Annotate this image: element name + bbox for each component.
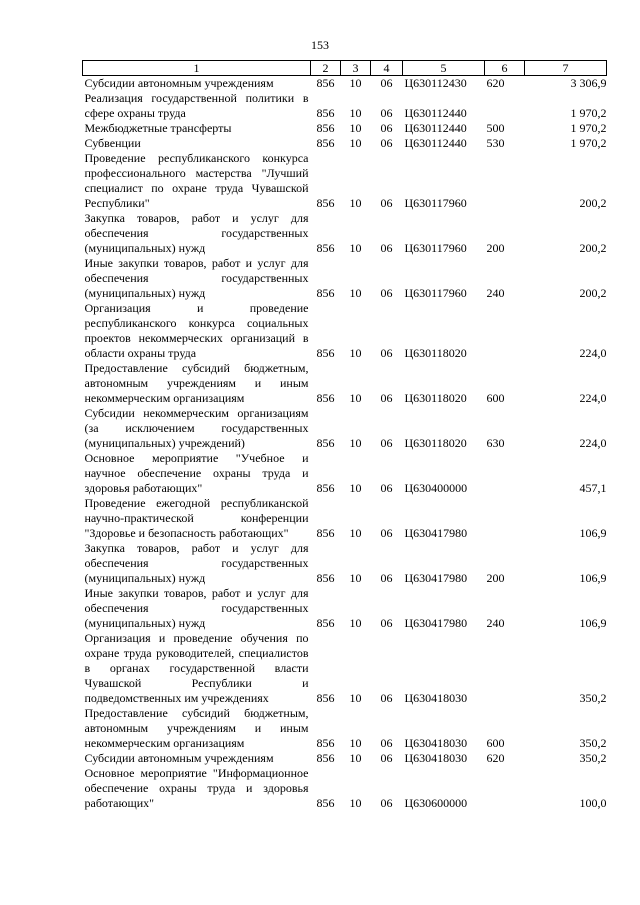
column-header-4: 4 <box>371 61 403 76</box>
row-target-code: Ц630112440 <box>404 106 467 120</box>
row-subsection: 06 <box>380 136 393 150</box>
row-target-code: Ц630417980 <box>404 616 468 630</box>
row-expense-type: 240 <box>486 286 505 300</box>
row-target-code: Ц630112440 <box>404 136 467 150</box>
row-section: 10 <box>349 436 362 450</box>
row-subsection: 06 <box>380 121 393 135</box>
row-expense-type <box>485 631 525 706</box>
table-row <box>83 406 607 451</box>
row-amount: 224,0 <box>579 346 607 360</box>
header-row <box>83 61 607 76</box>
row-subsection: 06 <box>380 241 393 255</box>
row-expense-type: 530 <box>486 136 505 150</box>
row-expense-type <box>485 301 525 361</box>
row-name: Проведение республиканского конкурса профессионального мастерства "Лучший специалист по охране труда Чувашской Республики" <box>84 151 309 210</box>
row-ministry-code: 856 <box>316 241 335 255</box>
row-section: 10 <box>349 481 362 495</box>
row-name: Закупка товаров, работ и услуг для обеспечения государственных (муниципальных) нужд <box>84 541 309 585</box>
row-target-code: Ц630112440 <box>404 121 467 135</box>
row-target-code: Ц630117960 <box>404 286 467 300</box>
row-section: 10 <box>349 121 362 135</box>
row-name: Организация и проведение республиканского конкурса социальных проектов некоммерческих организаций в области охраны труда <box>84 301 309 360</box>
row-section: 10 <box>349 136 362 150</box>
row-expense-type <box>485 91 525 121</box>
row-amount: 224,0 <box>579 436 607 450</box>
row-expense-type: 200 <box>486 241 505 255</box>
row-expense-type <box>485 496 525 541</box>
row-ministry-code: 856 <box>316 121 335 135</box>
row-target-code: Ц630117960 <box>404 196 467 210</box>
row-ministry-code: 856 <box>316 436 335 450</box>
row-ministry-code: 856 <box>316 796 335 810</box>
row-section: 10 <box>349 796 362 810</box>
row-target-code: Ц630417980 <box>404 571 468 585</box>
table-row <box>83 451 607 496</box>
row-name: Субсидии автономным учреждениям <box>84 76 274 90</box>
row-name: Основное мероприятие "Учебное и научное обеспечение охраны труда и здоровья работающих" <box>84 451 309 495</box>
row-expense-type: 600 <box>486 736 505 750</box>
row-ministry-code: 856 <box>316 391 335 405</box>
row-ministry-code: 856 <box>316 286 335 300</box>
table-row <box>83 136 607 151</box>
row-target-code: Ц630418030 <box>404 751 468 765</box>
row-section: 10 <box>349 751 362 765</box>
row-name: Предоставление субсидий бюджетным, автономным учреждениям и иным некоммерческим организациям <box>84 706 309 750</box>
budget-table <box>82 60 607 811</box>
row-subsection: 06 <box>380 571 393 585</box>
row-amount: 350,2 <box>579 751 607 765</box>
column-header-5: 5 <box>403 61 485 76</box>
table-row <box>83 541 607 586</box>
row-ministry-code: 856 <box>316 106 335 120</box>
row-ministry-code: 856 <box>316 751 335 765</box>
row-expense-type: 620 <box>486 751 505 765</box>
row-amount: 200,2 <box>579 241 607 255</box>
row-subsection: 06 <box>380 526 393 540</box>
row-subsection: 06 <box>380 196 393 210</box>
row-name: Предоставление субсидий бюджетным, автономным учреждениям и иным некоммерческим организациям <box>84 361 309 405</box>
row-target-code: Ц630118020 <box>404 346 467 360</box>
row-ministry-code: 856 <box>316 526 335 540</box>
row-amount: 1 970,2 <box>570 106 607 120</box>
page-number: 153 <box>311 38 329 52</box>
row-target-code: Ц630118020 <box>404 391 467 405</box>
row-section: 10 <box>349 106 362 120</box>
row-name: Иные закупки товаров, работ и услуг для обеспечения государственных (муниципальных) нужд <box>84 256 309 300</box>
row-expense-type: 630 <box>486 436 505 450</box>
row-target-code: Ц630112430 <box>404 76 467 90</box>
table-row <box>83 121 607 136</box>
table-row <box>83 301 607 361</box>
row-name: Иные закупки товаров, работ и услуг для обеспечения государственных (муниципальных) нужд <box>84 586 309 630</box>
row-section: 10 <box>349 736 362 750</box>
row-target-code: Ц630600000 <box>404 796 468 810</box>
row-amount: 200,2 <box>579 196 607 210</box>
row-section: 10 <box>349 76 362 90</box>
row-amount: 350,2 <box>579 736 607 750</box>
table-row <box>83 91 607 121</box>
row-amount: 224,0 <box>579 391 607 405</box>
row-subsection: 06 <box>380 76 393 90</box>
row-amount: 350,2 <box>579 691 607 705</box>
row-section: 10 <box>349 691 362 705</box>
table-row <box>83 211 607 256</box>
row-ministry-code: 856 <box>316 571 335 585</box>
row-expense-type: 620 <box>486 76 505 90</box>
column-header-3: 3 <box>341 61 371 76</box>
row-expense-type <box>485 151 525 211</box>
row-ministry-code: 856 <box>316 616 335 630</box>
row-section: 10 <box>349 571 362 585</box>
column-header-2: 2 <box>311 61 341 76</box>
row-subsection: 06 <box>380 796 393 810</box>
row-amount: 457,1 <box>579 481 607 495</box>
row-expense-type: 200 <box>486 571 505 585</box>
row-expense-type <box>485 451 525 496</box>
row-name: Организация и проведение обучения по охране труда руководителей, специалистов в органах государственной власти Чувашской Республики и подведомственных им учреждениях <box>84 631 309 705</box>
row-section: 10 <box>349 241 362 255</box>
row-subsection: 06 <box>380 616 393 630</box>
row-ministry-code: 856 <box>316 691 335 705</box>
table-row <box>83 706 607 751</box>
row-expense-type: 500 <box>486 121 505 135</box>
row-target-code: Ц630418030 <box>404 736 468 750</box>
row-target-code: Ц630417980 <box>404 526 468 540</box>
row-name: Реализация государственной политики в сфере охраны труда <box>84 91 309 120</box>
row-amount: 1 970,2 <box>570 136 607 150</box>
row-name: Межбюджетные трансферты <box>84 121 232 135</box>
row-target-code: Ц630400000 <box>404 481 468 495</box>
table-row <box>83 631 607 706</box>
row-amount: 200,2 <box>579 286 607 300</box>
row-ministry-code: 856 <box>316 736 335 750</box>
row-section: 10 <box>349 526 362 540</box>
row-subsection: 06 <box>380 691 393 705</box>
row-expense-type <box>485 766 525 811</box>
row-name: Субвенции <box>84 136 141 150</box>
row-amount: 1 970,2 <box>570 121 607 135</box>
column-header-1: 1 <box>83 61 311 76</box>
row-subsection: 06 <box>380 481 393 495</box>
row-name: Проведение ежегодной республиканской научно-практической конференции "Здоровье и безопасность работающих" <box>84 496 309 540</box>
row-expense-type: 240 <box>486 616 505 630</box>
row-ministry-code: 856 <box>316 76 335 90</box>
table-row <box>83 496 607 541</box>
row-target-code: Ц630118020 <box>404 436 467 450</box>
row-section: 10 <box>349 346 362 360</box>
row-name: Основное мероприятие "Информационное обеспечение охраны труда и здоровья работающих" <box>84 766 309 810</box>
table-row <box>83 586 607 631</box>
row-subsection: 06 <box>380 391 393 405</box>
row-amount: 3 306,9 <box>570 76 607 90</box>
row-name: Субсидии автономным учреждениям <box>84 751 274 765</box>
row-ministry-code: 856 <box>316 136 335 150</box>
table-row <box>83 361 607 406</box>
table-header <box>83 61 607 76</box>
row-subsection: 06 <box>380 436 393 450</box>
row-section: 10 <box>349 196 362 210</box>
row-name: Субсидии некоммерческим организациям (за исключением государственных (муниципальных) учреждений) <box>84 406 309 450</box>
row-subsection: 06 <box>380 736 393 750</box>
row-target-code: Ц630418030 <box>404 691 468 705</box>
table-body <box>83 76 607 812</box>
table-row <box>83 256 607 301</box>
row-amount: 106,9 <box>579 571 607 585</box>
row-expense-type: 600 <box>486 391 505 405</box>
row-target-code: Ц630117960 <box>404 241 467 255</box>
row-subsection: 06 <box>380 346 393 360</box>
row-name: Закупка товаров, работ и услуг для обеспечения государственных (муниципальных) нужд <box>84 211 309 255</box>
row-amount: 106,9 <box>579 526 607 540</box>
row-section: 10 <box>349 286 362 300</box>
table-row <box>83 766 607 811</box>
row-subsection: 06 <box>380 286 393 300</box>
row-subsection: 06 <box>380 106 393 120</box>
row-ministry-code: 856 <box>316 196 335 210</box>
row-subsection: 06 <box>380 751 393 765</box>
row-ministry-code: 856 <box>316 346 335 360</box>
row-amount: 100,0 <box>579 796 607 810</box>
table-row <box>83 76 607 92</box>
row-section: 10 <box>349 616 362 630</box>
table-row <box>83 151 607 211</box>
column-header-6: 6 <box>485 61 525 76</box>
row-amount: 106,9 <box>579 616 607 630</box>
table-row <box>83 751 607 766</box>
row-section: 10 <box>349 391 362 405</box>
row-ministry-code: 856 <box>316 481 335 495</box>
column-header-7: 7 <box>525 61 607 76</box>
